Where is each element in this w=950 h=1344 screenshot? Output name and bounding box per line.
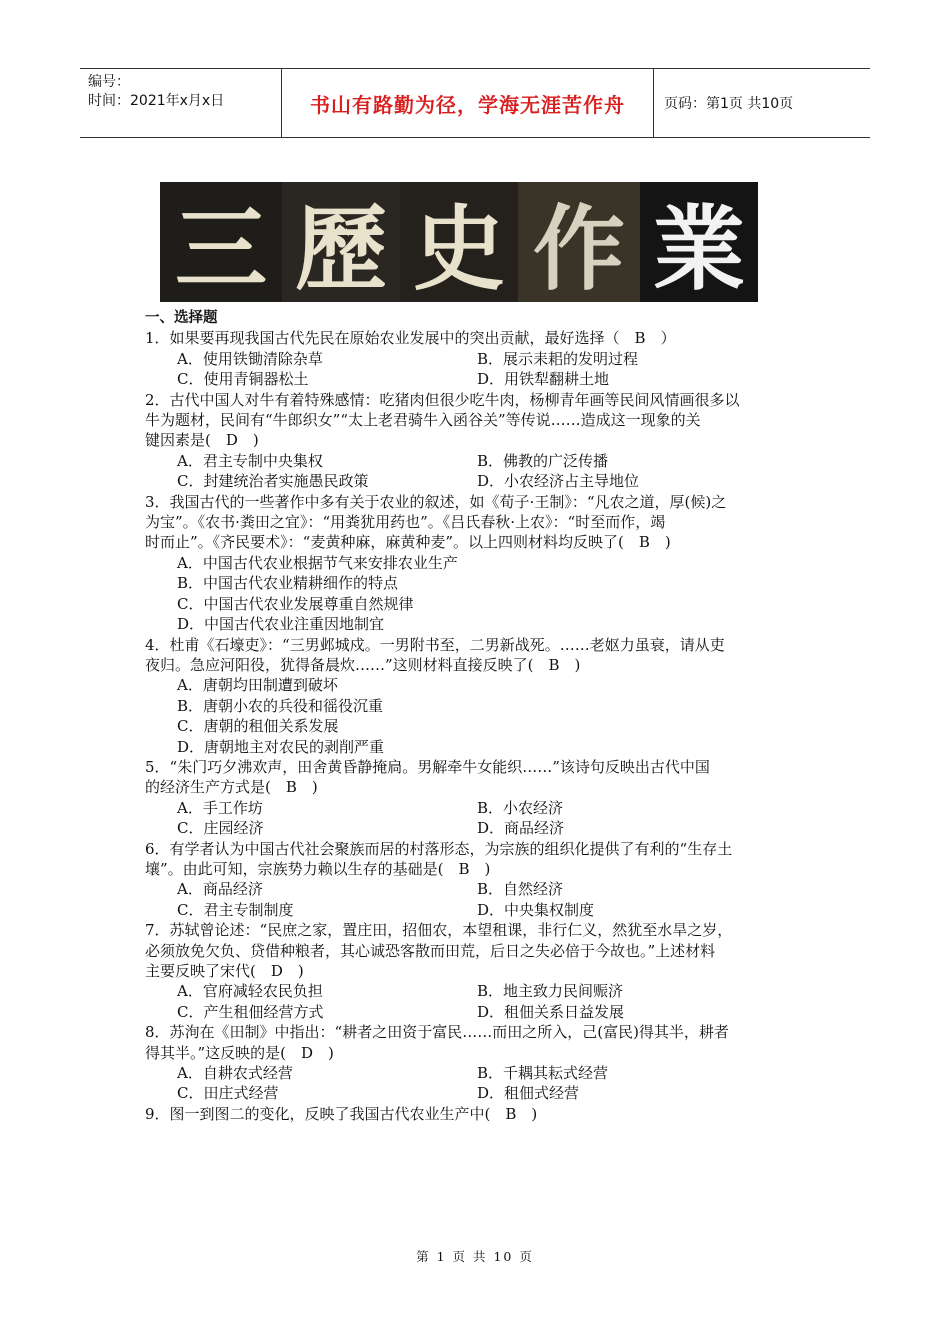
page-footer: 第 1 页 共 10 页 [416,1249,534,1264]
banner-char: 史 [400,182,518,302]
question-item [145,1104,810,1124]
question-stem-line: 得其半。”这反映的是( D ) [145,1043,334,1062]
option-row [145,369,810,389]
question-stem-line: 4．杜甫《石壕吏》：“三男邺城戍。一男附书至，二男新战死。……老妪力虽衰，请从吏 [145,635,725,654]
answer-option: A．商品经济 [177,880,263,899]
header-page-info: 页码：第1页 共10页 [664,96,794,112]
answer-option: A．手工作坊 [177,798,263,817]
question-stem-line: 2．古代中国人对牛有着特殊感情：吃猪肉但很少吃牛肉，杨柳青年画等民间风情画很多以 [145,390,740,409]
question-item [145,1022,810,1104]
answer-option: B．地主致力民间赈济 [477,982,624,1001]
question-list [145,308,810,1124]
question-item [145,839,810,921]
question-item [145,328,810,389]
question-stem-line: 3．我国古代的一些著作中多有关于农业的叙述，如《荀子·王制》：“凡农之道，厚(候)之 [145,492,727,511]
header-meta [80,69,282,137]
answer-option: D．小农经济占主导地位 [477,472,640,491]
header-motto: 书山有路勤为径，学海无涯苦作舟 [282,69,654,137]
answer-option: B．小农经济 [477,798,564,817]
question-stem-line: 键因素是( D ) [145,431,259,450]
answer-option: B．展示耒耜的发明过程 [477,349,639,368]
answer-option: D．唐朝地主对农民的剥削严重 [177,737,385,756]
answer-option: D．中国古代农业注重因地制宜 [177,615,385,634]
answer-option: D．租佃式经营 [477,1084,580,1103]
answer-option: D．租佃关系日益发展 [477,1002,625,1021]
answer-option: D．用铁犁翻耕土地 [477,370,610,389]
option-row [145,818,810,838]
question-stem-line: 8．苏洵在《田制》中指出：“耕者之田资于富民……而田之所入，己(富民)得其半，耕者 [145,1023,729,1042]
answer-option: B．唐朝小农的兵役和徭役沉重 [177,696,384,715]
question-stem-line: 为宝”。《农书·粪田之宜》：“用粪犹用药也”。《吕氏春秋·上农》：“时至而作，竭 [145,513,666,532]
option-row [145,1063,810,1083]
banner-char: 業 [640,182,758,302]
question-stem-line: 1．如果要再现我国古代先民在原始农业发展中的突出贡献，最好选择（ B ） [145,329,676,348]
calligraphy-banner [160,182,758,302]
question-stem-line: 主要反映了宋代( D ) [145,962,304,980]
answer-option: C．使用青铜器松土 [177,370,309,389]
answer-option: C．田庄式经营 [177,1084,279,1103]
answer-option: B．千耦其耘式经营 [477,1064,609,1083]
answer-option: B．自然经济 [477,880,564,899]
answer-option: B．中国古代农业精耕细作的特点 [177,574,399,593]
answer-option: D．中央集权制度 [477,900,595,919]
question-stem-line: 7．苏轼曾论述：“民庶之家，置庄田，招佃农，本望租课，非行仁义，然犹至水旱之岁， [145,921,733,940]
question-stem-line: 的经济生产方式是( B ) [145,778,318,797]
banner-char: 歷 [282,182,400,302]
option-row [145,879,810,899]
answer-option: C．唐朝的租佃关系发展 [177,717,339,736]
answer-option: C．产生租佃经营方式 [177,1002,324,1021]
option-row [145,1002,810,1022]
question-stem-line: 5．“朱门巧夕沸欢声，田舍黄昏静掩扃。男解牵牛女能织……”该诗句反映出古代中国 [145,757,710,776]
option-row [145,900,810,920]
answer-option: A．使用铁锄清除杂草 [177,349,323,368]
answer-option: C．封建统治者实施愚民政策 [177,472,369,491]
question-item [145,920,810,1022]
question-stem-line: 壤”。由此可知，宗族势力赖以生存的基础是( B ) [145,859,491,878]
option-row [145,451,810,471]
document-date: 时间：2021年x月x日 [88,93,225,109]
questions-container [145,328,810,1124]
answer-option: A．中国古代农业根据节气来安排农业生产 [177,553,458,572]
question-item [145,635,810,757]
answer-option: C．君主专制制度 [177,900,294,919]
option-row [145,1083,810,1103]
answer-option: A．官府减轻农民负担 [177,982,323,1001]
header-table [80,68,870,138]
option-row [145,981,810,1001]
question-stem-line: 时而止”。《齐民要术》：“麦黄种麻，麻黄种麦”。以上四则材料均反映了( B ) [145,533,671,552]
answer-option: C．中国古代农业发展尊重自然规律 [177,594,414,613]
option-row [145,471,810,491]
answer-option: B．佛教的广泛传播 [477,451,609,470]
banner-char: 作 [518,182,640,302]
question-stem-line: 6．有学者认为中国古代社会聚族而居的村落形态，为宗族的组织化提供了有利的“生存土 [145,839,733,858]
answer-option: C．庄园经济 [177,819,264,838]
answer-option: A．唐朝均田制遭到破坏 [177,676,338,695]
question-item [145,492,810,635]
option-row [145,798,810,818]
question-stem-line: 9．图一到图二的变化，反映了我国古代农业生产中( B ) [145,1104,538,1123]
answer-option: A．君主专制中央集权 [177,451,323,470]
answer-option: A．自耕农式经营 [177,1064,293,1083]
question-item [145,390,810,492]
answer-option: D．商品经济 [477,819,565,838]
question-stem-line: 夜归。急应河阳役，犹得备晨炊……”这则材料直接反映了( B ) [145,655,581,674]
question-item [145,757,810,839]
question-stem-line: 牛为题材，民间有“牛郎织女”“太上老君骑牛入函谷关”等传说……造成这一现象的关 [145,411,701,430]
section-title: 一、选择题 [145,310,218,326]
document-number-label: 编号： [88,74,130,90]
banner-char: 三 [160,182,282,302]
option-row [145,349,810,369]
question-stem-line: 必须放免欠负、贷借种粮者，其心诚恐客散而田荒，后日之失必倍于今故也。”上述材料 [145,941,716,960]
